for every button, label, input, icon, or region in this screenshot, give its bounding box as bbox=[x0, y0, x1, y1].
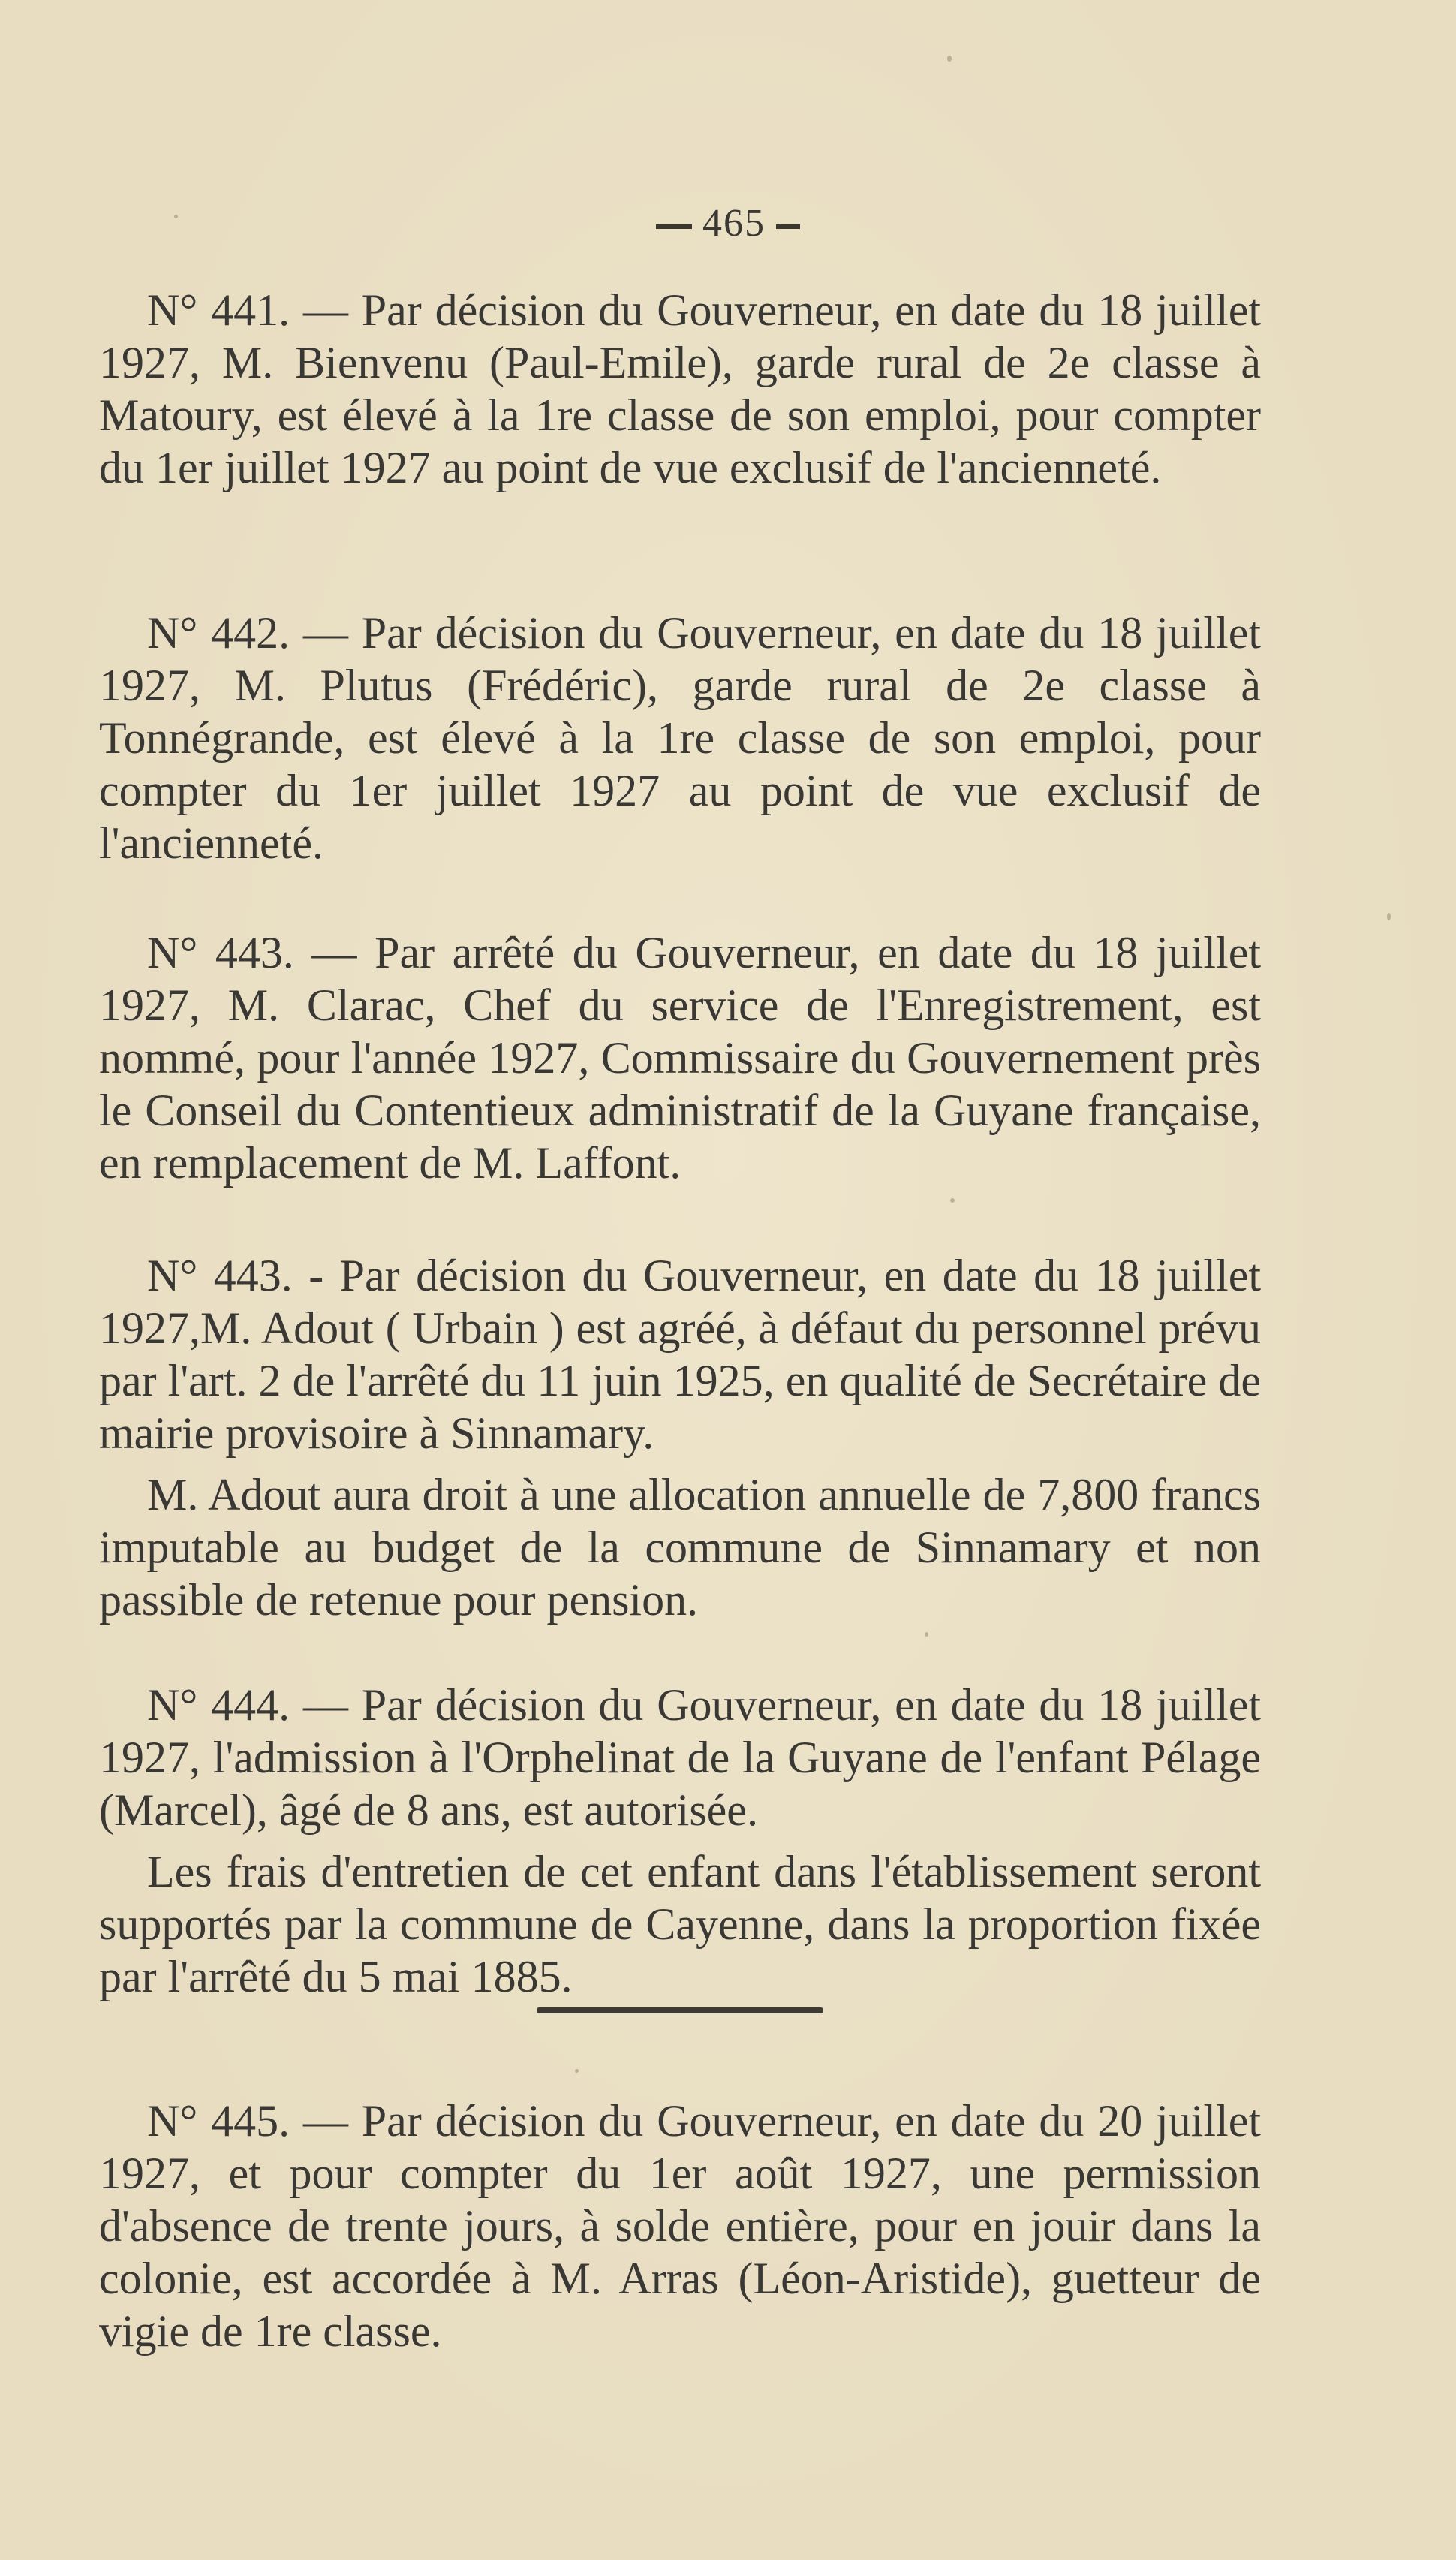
entry-441 bbox=[99, 284, 1261, 494]
entry-paragraph: N° 441. — Par décision du Gouverneur, en date du 18 juillet 1927, M. Bienvenu (Paul-Emile), garde rural de 2e classe à Matoury, est élevé à la 1re classe de son emploi, pour compter du 1er juillet 1927 au point de vue exclusif de l'ancienneté. bbox=[99, 285, 1261, 492]
page-number bbox=[0, 201, 1456, 245]
section-divider-rule bbox=[537, 2007, 823, 2013]
entry-paragraph: N° 444. — Par décision du Gouverneur, en date du 18 juillet 1927, l'admission à l'Orphelinat de la Guyane de l'enfant Pélage (Marcel), âgé de 8 ans, est autorisée. bbox=[99, 1680, 1261, 1835]
page-number-dash-right bbox=[776, 224, 800, 229]
paper-speck bbox=[1387, 913, 1391, 920]
entry-443-decision bbox=[99, 1249, 1261, 1626]
paper-speck bbox=[950, 1198, 955, 1203]
entry-paragraph: N° 442. — Par décision du Gouverneur, en date du 18 juillet 1927, M. Plutus (Frédéric), garde rural de 2e classe à Tonnégrande, est élevé à la 1re classe de son emploi, pour compter du 1er juillet 1927 au point de vue exclusif de l'ancienneté. bbox=[99, 608, 1261, 868]
entry-443-arrete bbox=[99, 926, 1261, 1189]
paper-speck bbox=[925, 1632, 928, 1637]
page-number-dash-left bbox=[656, 224, 692, 229]
entry-442 bbox=[99, 607, 1261, 869]
entry-444 bbox=[99, 1679, 1261, 2003]
page-number-text: 465 bbox=[702, 202, 766, 245]
entry-paragraph: M. Adout aura droit à une allocation annuelle de 7,800 francs imputable au budget de la commune de Sinnamary et non passible de retenue pour pension. bbox=[99, 1470, 1261, 1625]
entry-paragraph: N° 445. — Par décision du Gouverneur, en date du 20 juillet 1927, et pour compter du 1er août 1927, une permission d'absence de trente jours, à solde entière, pour en jouir dans la colonie, est accordée à M. Arras (Léon-Aristide), guetteur de vigie de 1re classe. bbox=[99, 2096, 1261, 2356]
paper-speck bbox=[947, 56, 952, 62]
entry-paragraph: N° 443. — Par arrêté du Gouverneur, en date du 18 juillet 1927, M. Clarac, Chef du service de l'Enregistrement, est nommé, pour l'année 1927, Commissaire du Gouvernement près le Conseil du Contentieux administratif de la Guyane française, en remplacement de M. Laffont. bbox=[99, 928, 1261, 1188]
paper-speck bbox=[174, 215, 178, 218]
entry-445 bbox=[99, 2095, 1261, 2357]
entry-paragraph: N° 443. - Par décision du Gouverneur, en date du 18 juillet 1927,M. Adout ( Urbain ) est agréé, à défaut du personnel prévu par l'art. 2 de l'arrêté du 11 juin 1925, en qualité de Secrétaire de mairie provisoire à Sinnamary. bbox=[99, 1251, 1261, 1458]
entry-paragraph: Les frais d'entretien de cet enfant dans l'établissement seront supportés par la commune de Cayenne, dans la proportion fixée par l'arrêté du 5 mai 1885. bbox=[99, 1847, 1261, 2001]
paper-speck bbox=[575, 2069, 579, 2073]
